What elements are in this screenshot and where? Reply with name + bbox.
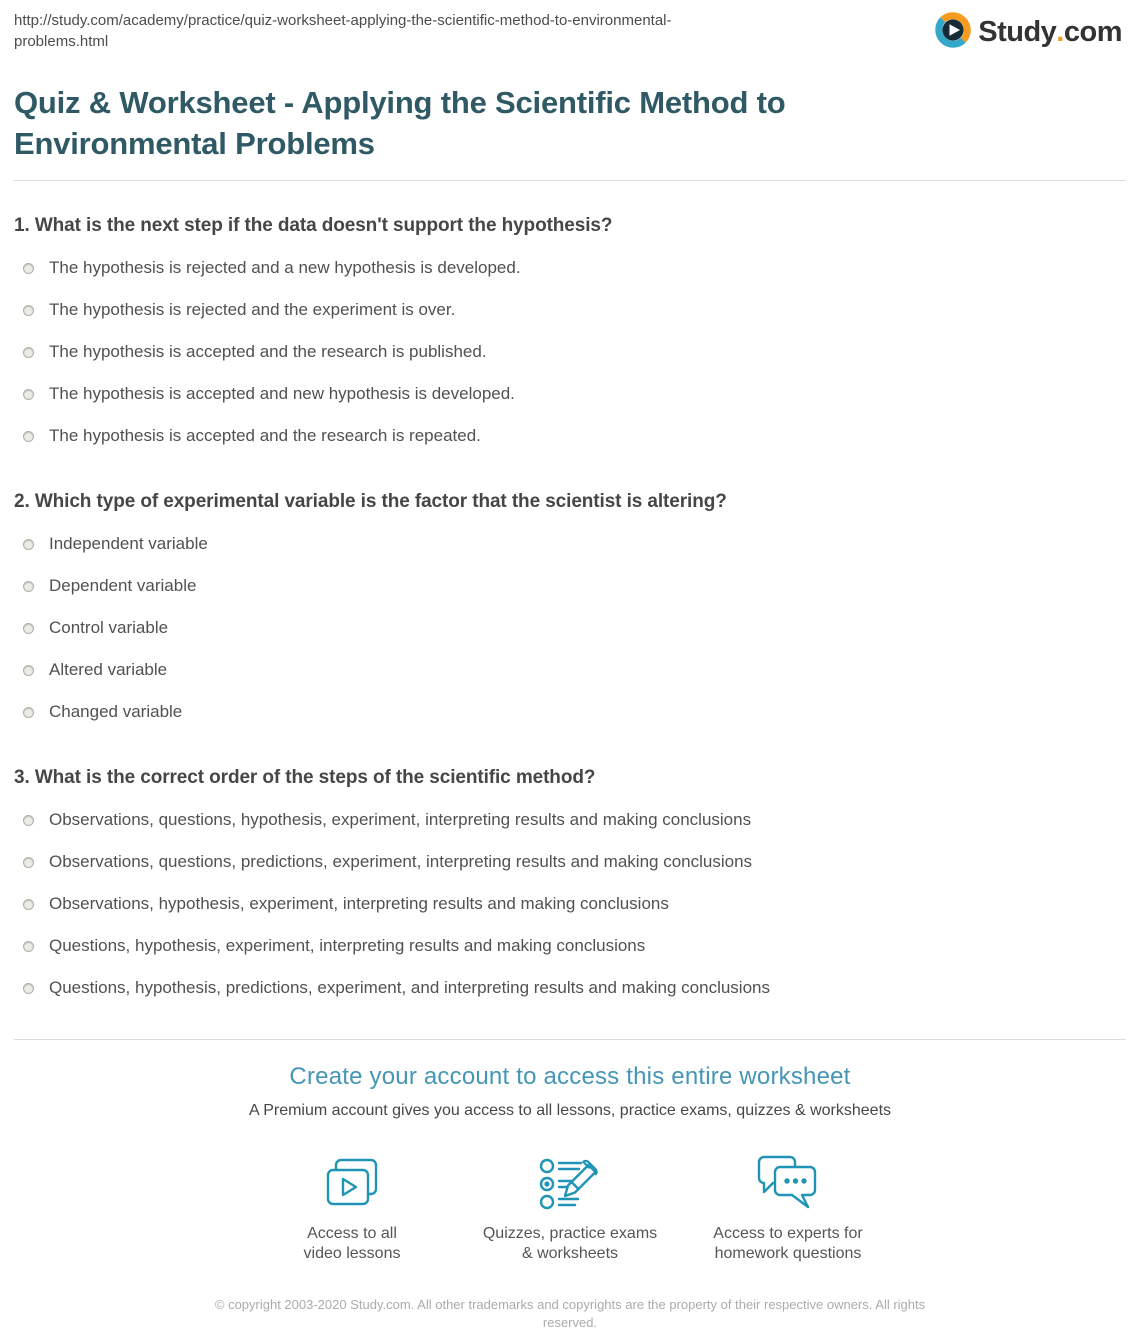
radio-button[interactable] <box>23 305 34 316</box>
question-2 <box>14 491 1126 733</box>
question-3-option-2[interactable] <box>14 841 1126 883</box>
feature-label <box>679 1224 897 1264</box>
question-3-heading: 3. What is the correct order of the steps of the scientific method? <box>14 767 596 788</box>
page-url <box>14 10 734 52</box>
feature-list <box>14 1154 1126 1264</box>
radio-button[interactable] <box>23 707 34 718</box>
cta-divider <box>14 1039 1126 1040</box>
radio-button[interactable] <box>23 623 34 634</box>
option-label: Dependent variable <box>49 576 197 595</box>
option-label: Altered variable <box>49 660 168 679</box>
studycom-logo-text <box>978 16 1122 49</box>
question-2-option-3[interactable] <box>14 607 1126 649</box>
radio-button[interactable] <box>23 857 34 868</box>
quizzes-worksheets-icon <box>461 1154 679 1212</box>
feature-video-lessons <box>243 1154 461 1264</box>
option-label: Questions, hypothesis, predictions, experiment, and interpreting results and making conclusions <box>49 978 770 997</box>
radio-button[interactable] <box>23 263 34 274</box>
chat-experts-icon <box>679 1154 897 1212</box>
question-3-option-3[interactable] <box>14 883 1126 925</box>
question-1 <box>14 215 1126 457</box>
cta-subheading: A Premium account gives you access to all lessons, practice exams, quizzes & worksheets <box>248 1102 892 1119</box>
feature-quizzes-worksheets <box>461 1154 679 1264</box>
page-title-line1: Quiz & Worksheet - Applying the Scientific Method to <box>14 85 786 120</box>
studycom-logo[interactable] <box>935 12 1122 53</box>
radio-button[interactable] <box>23 815 34 826</box>
logo-word-com: com <box>1063 16 1122 48</box>
page-url-line1: http://study.com/academy/practice/quiz-worksheet-applying-the-scientific-method-to-environmental- <box>14 12 672 29</box>
feature-label-line2: video lessons <box>303 1245 401 1262</box>
question-3 <box>14 767 1126 1009</box>
question-3-option-1[interactable] <box>14 799 1126 841</box>
option-label: Observations, questions, hypothesis, experiment, interpreting results and making conclusions <box>49 810 752 829</box>
feature-label <box>243 1224 461 1264</box>
option-label: Observations, hypothesis, experiment, interpreting results and making conclusions <box>49 894 669 913</box>
option-label: The hypothesis is rejected and a new hypothesis is developed. <box>49 258 521 277</box>
radio-button[interactable] <box>23 665 34 676</box>
studycom-logo-icon <box>935 12 971 53</box>
logo-dot: . <box>1056 16 1064 48</box>
option-label: The hypothesis is accepted and the research is repeated. <box>49 426 481 445</box>
feature-label-line1: Access to experts for <box>713 1225 863 1242</box>
option-label: The hypothesis is accepted and new hypothesis is developed. <box>49 384 515 403</box>
radio-button[interactable] <box>23 347 34 358</box>
feature-label-line1: Access to all <box>307 1225 397 1242</box>
feature-label <box>461 1224 679 1264</box>
radio-button[interactable] <box>23 539 34 550</box>
page-title <box>14 82 1126 164</box>
question-3-option-4[interactable] <box>14 925 1126 967</box>
option-label: Control variable <box>49 618 169 637</box>
option-label: Observations, questions, predictions, experiment, interpreting results and making conclusions <box>49 852 753 871</box>
question-1-option-3[interactable] <box>14 331 1126 373</box>
question-2-heading: 2. Which type of experimental variable is the factor that the scientist is altering? <box>14 491 727 512</box>
cta-heading: Create your account to access this entire worksheet <box>289 1063 851 1090</box>
question-1-option-4[interactable] <box>14 373 1126 415</box>
copyright-line1: © copyright 2003-2020 Study.com. All other trademarks and copyrights are the property of their respective owners. All rights <box>214 1297 926 1312</box>
question-1-option-1[interactable] <box>14 247 1126 289</box>
page-url-line2: problems.html <box>14 33 109 50</box>
radio-button[interactable] <box>23 431 34 442</box>
feature-label-line2: & worksheets <box>521 1245 619 1262</box>
logo-word-study: Study <box>978 16 1057 48</box>
feature-label-line1: Quizzes, practice exams <box>482 1225 658 1242</box>
question-1-heading: 1. What is the next step if the data doesn't support the hypothesis? <box>14 215 613 236</box>
question-1-option-5[interactable] <box>14 415 1126 457</box>
feature-homework-experts <box>679 1154 897 1264</box>
feature-label-line2: homework questions <box>714 1245 862 1262</box>
radio-button[interactable] <box>23 941 34 952</box>
question-1-option-2[interactable] <box>14 289 1126 331</box>
video-lessons-icon <box>243 1154 461 1212</box>
radio-button[interactable] <box>23 899 34 910</box>
question-2-option-1[interactable] <box>14 523 1126 565</box>
page-title-line2: Environmental Problems <box>14 126 375 161</box>
radio-button[interactable] <box>23 983 34 994</box>
option-label: Questions, hypothesis, experiment, interpreting results and making conclusions <box>49 936 646 955</box>
copyright-notice <box>14 1296 1126 1332</box>
question-2-option-2[interactable] <box>14 565 1126 607</box>
question-3-option-5[interactable] <box>14 967 1126 1009</box>
radio-button[interactable] <box>23 581 34 592</box>
radio-button[interactable] <box>23 389 34 400</box>
option-label: The hypothesis is rejected and the experiment is over. <box>49 300 456 319</box>
cta-section <box>14 1063 1126 1264</box>
option-label: Changed variable <box>49 702 183 721</box>
option-label: Independent variable <box>49 534 208 553</box>
option-label: The hypothesis is accepted and the research is published. <box>49 342 487 361</box>
page-header <box>14 0 1126 52</box>
question-2-option-5[interactable] <box>14 691 1126 733</box>
question-2-option-4[interactable] <box>14 649 1126 691</box>
copyright-line2: reserved. <box>542 1315 598 1330</box>
title-divider <box>14 180 1126 181</box>
